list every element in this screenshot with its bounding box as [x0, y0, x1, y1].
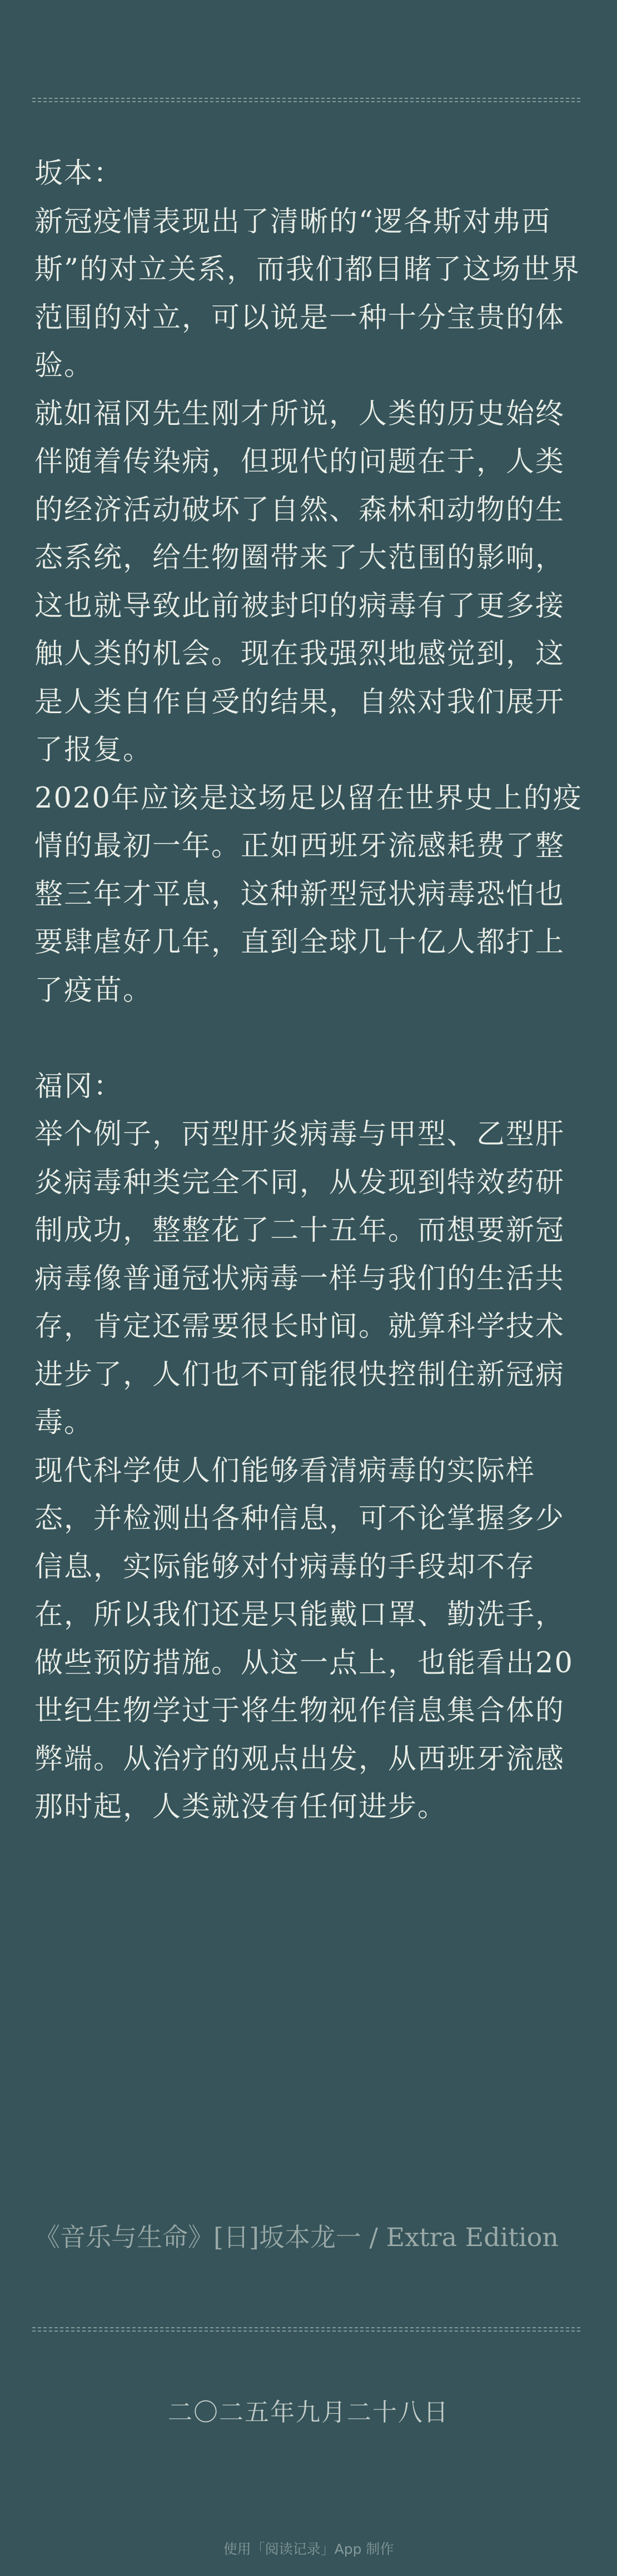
paragraph: 2020年应该是这场足以留在世界史上的疫情的最初一年。正如西班牙流感耗费了整整三年才平息，这种新型冠状病毒恐怕也要肆虐好几年，直到全球几十亿人都打上了疫苗。 — [34, 781, 583, 1007]
speaker-label: 福冈： — [34, 1070, 123, 1103]
source-citation: 《音乐与生命》[日]坂本龙一 / Extra Edition — [34, 2222, 559, 2252]
paragraph: 举个例子，丙型肝炎病毒与甲型、乙型肝炎病毒种类完全不同，从发现到特效药研制成功，整整花了二十五年。而想要新冠病毒像普通冠状病毒一样与我们的生活共存，肯定还需要很长时间。就算科学技术进步了，人们也不可能很快控制住新冠病毒。 — [34, 1118, 565, 1439]
section-gap — [34, 1015, 585, 1063]
paragraph: 就如福冈先生刚才所说，人类的历史始终伴随着传染病，但现代的问题在于，人类的经济活动破坏了自然、森林和动物的生态系统，给生物圈带来了大范围的影响，这也就导致此前被封印的病毒有了更多接触人类的机会。现在我强烈地感觉到，这是人类自作自受的结果，自然对我们展开了报复。 — [34, 397, 565, 766]
dialogue-text — [34, 150, 585, 1832]
speaker-label: 坂本： — [34, 157, 123, 190]
paragraph: 新冠疫情表现出了清晰的“逻各斯对弗西斯”的对立关系，而我们都目睹了这场世界范围的对立，可以说是一种十分宝贵的体验。 — [34, 205, 581, 382]
bottom-divider — [32, 2327, 580, 2332]
date-label: 二〇二五年九月二十八日 — [168, 2398, 449, 2427]
app-credit: 使用「阅读记录」App 制作 — [223, 2541, 394, 2557]
top-divider — [32, 98, 580, 102]
paragraph: 现代科学使人们能够看清病毒的实际样态，并检测出各种信息，可不论掌握多少信息，实际能够对付病毒的手段却不存在，所以我们还是只能戴口罩、勤洗手，做些预防措施。从这一点上，也能看出20世纪生物学过于将生物视作信息集合体的弊端。从治疗的观点出发，从西班牙流感那时起，人类就没有任何进步。 — [34, 1454, 574, 1823]
